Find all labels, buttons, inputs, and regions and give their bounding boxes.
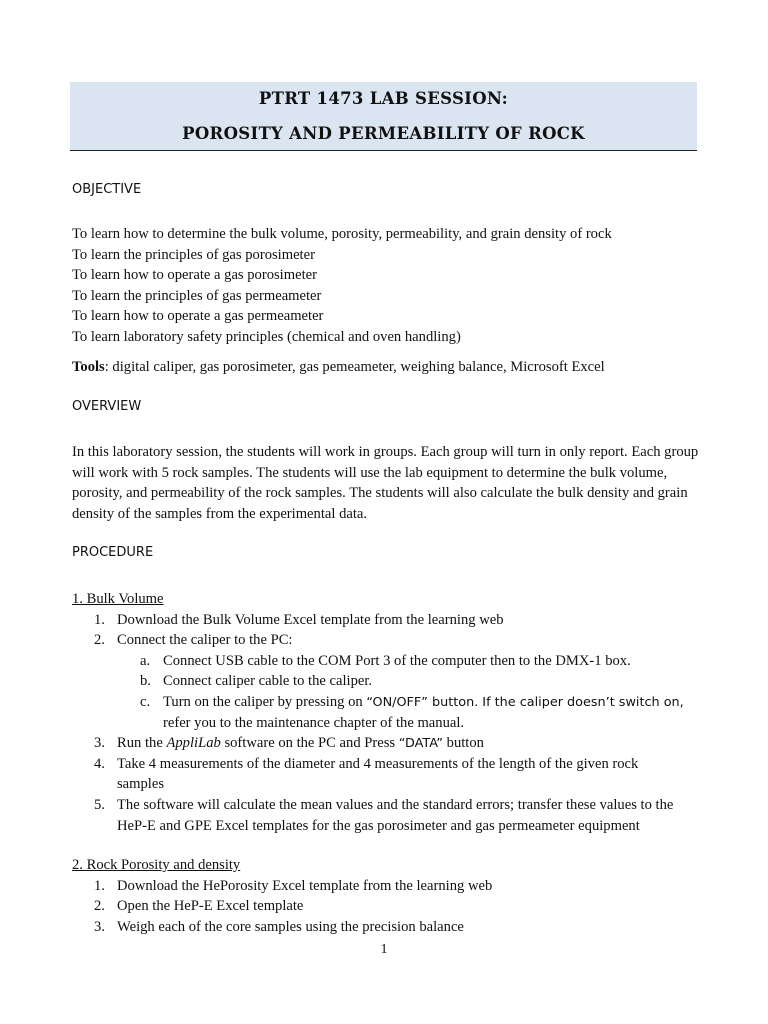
document-title-line1: PTRT 1473 LAB SESSION: [258, 89, 509, 108]
substep-letter: a. [140, 652, 151, 669]
step-text: Weigh each of the core samples using the precision balance [117, 918, 464, 935]
tools-line [72, 357, 605, 378]
page-number: 1 [380, 942, 388, 957]
step-number: 2. [94, 632, 105, 649]
step-text-continued: HeP-E and GPE Excel templates for the gas porosimeter and gas permeameter equipment [117, 817, 640, 834]
substep-letter: b. [140, 673, 151, 690]
step-text [117, 733, 484, 755]
substep-letter: c. [140, 694, 151, 710]
step-number: 1. [94, 877, 105, 894]
section-bulk-volume-title: 1. Bulk Volume [72, 591, 164, 607]
step-number: 3. [94, 735, 105, 752]
overview-paragraph: In this laboratory session, the students will work in groups. Each group will turn in only report. Each group will work with 5 rock samples. The students will use the lab equipment to determine the bulk volume, porosity, and permeability of the rock samples. The students will also calculate the bulk density and grain density of the samples from the experimental data. [72, 444, 699, 522]
overview-heading: OVERVIEW [72, 399, 142, 414]
document-title-line2: POROSITY AND PERMEABILITY OF ROCK [182, 124, 585, 143]
objective-item: To learn how to determine the bulk volume, porosity, permeability, and grain density of rock [72, 226, 612, 242]
step-text-part: Run the [117, 735, 167, 752]
step-text: Open the HeP-E Excel template [117, 898, 304, 915]
substep-text: Connect caliper cable to the caliper. [163, 673, 373, 690]
objective-item: To learn how to operate a gas permeameter [72, 308, 324, 325]
objective-item: To learn laboratory safety principles (chemical and oven handling) [72, 329, 461, 345]
step-text: Download the HePorosity Excel template from the learning web [117, 877, 493, 894]
objective-item: To learn the principles of gas permeameter [72, 287, 322, 304]
section-porosity-title: 2. Rock Porosity and density [72, 857, 241, 873]
step-text-part: button [443, 735, 484, 752]
step-number: 2. [94, 898, 105, 915]
substep-text: Connect USB cable to the COM Port 3 of the computer then to the DMX-1 box. [163, 652, 631, 669]
substep-text [163, 692, 684, 714]
objective-item: To learn the principles of gas porosimeter [72, 246, 315, 263]
step-number: 4. [94, 755, 105, 772]
tools-label: Tools [72, 359, 105, 375]
step-text-continued: samples [117, 776, 165, 793]
step-number: 1. [94, 611, 105, 628]
substep-text-part: Turn on the caliper by pressing on [163, 694, 367, 710]
substep-text-part: “ON/OFF” button. If the caliper doesn’t switch on, [366, 695, 684, 710]
title-banner [70, 82, 697, 151]
step-number: 3. [94, 918, 105, 935]
objective-heading: OBJECTIVE [72, 182, 142, 197]
procedure-heading: PROCEDURE [72, 545, 154, 560]
step-text: Download the Bulk Volume Excel template from the learning web [117, 611, 504, 628]
substep-text-continued: refer you to the maintenance chapter of the manual. [163, 714, 465, 731]
step-number: 5. [94, 797, 105, 813]
step-text-part: software on the PC and Press [220, 735, 399, 752]
step-text-part: “DATA” [398, 736, 444, 752]
step-text-italic: AppliLab [166, 735, 221, 752]
step-text: Take 4 measurements of the diameter and 4 measurements of the length of the given rock [117, 755, 639, 772]
step-text: Connect the caliper to the PC: [117, 632, 293, 649]
objective-item: To learn how to operate a gas porosimeter [72, 267, 317, 284]
step-text: The software will calculate the mean values and the standard errors; transfer these values to the [117, 797, 674, 813]
tools-text: : digital caliper, gas porosimeter, gas pemeameter, weighing balance, Microsoft Excel [104, 359, 605, 375]
